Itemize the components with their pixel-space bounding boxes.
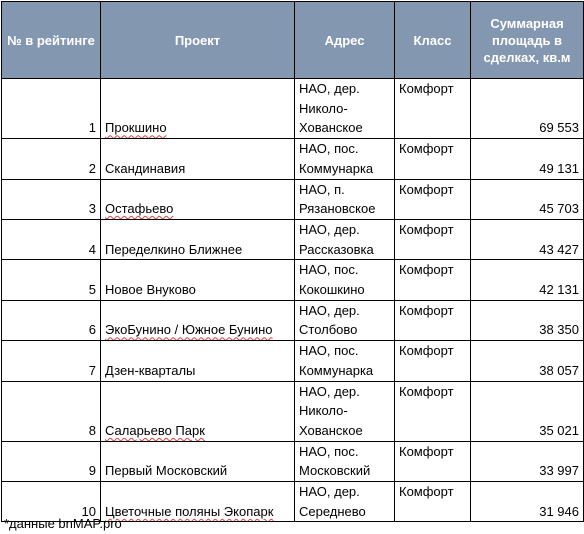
- project-cell: Переделкино Ближнее: [101, 219, 295, 259]
- class-cell: Комфорт: [395, 482, 471, 522]
- project-cell: [101, 381, 295, 441]
- project-cell: [101, 179, 295, 219]
- table-row: [2, 219, 584, 259]
- class-cell: Комфорт: [395, 79, 471, 139]
- header-class: Класс: [395, 2, 471, 79]
- area-cell: 35 021: [471, 381, 584, 441]
- table-row: [2, 260, 584, 300]
- rank-cell: 10: [2, 482, 101, 522]
- class-cell: Комфорт: [395, 260, 471, 300]
- project-cell: [101, 482, 295, 522]
- table-row: [2, 79, 584, 139]
- project-cell: Дзен-кварталы: [101, 341, 295, 381]
- project-name: Остафьево: [105, 201, 174, 217]
- rank-cell: 2: [2, 139, 101, 179]
- project-cell: Новое Внуково: [101, 260, 295, 300]
- header-rank: № в рейтинге: [2, 2, 101, 79]
- rank-cell: 9: [2, 441, 101, 481]
- class-cell: Комфорт: [395, 139, 471, 179]
- table-row: [2, 441, 584, 481]
- header-address: Адрес: [295, 2, 395, 79]
- rank-cell: 7: [2, 341, 101, 381]
- table-row: [2, 139, 584, 179]
- project-name: Цветочные поляны Экопарк: [105, 503, 274, 519]
- area-cell: 69 553: [471, 79, 584, 139]
- project-name: Прокшино: [105, 120, 167, 136]
- class-cell: Комфорт: [395, 300, 471, 340]
- class-cell: Комфорт: [395, 341, 471, 381]
- project-cell: [101, 300, 295, 340]
- area-cell: 49 131: [471, 139, 584, 179]
- table-row: [2, 179, 584, 219]
- address-cell: НАО, пос. Коммунарка: [295, 139, 395, 179]
- area-cell: 43 427: [471, 219, 584, 259]
- address-cell: НАО, дер. Николо-Хованское: [295, 381, 395, 441]
- class-cell: Комфорт: [395, 381, 471, 441]
- rank-cell: 8: [2, 381, 101, 441]
- project-name: ЭкоБунино / Южное Бунино: [105, 322, 273, 338]
- rank-cell: 3: [2, 179, 101, 219]
- address-cell: НАО, пос. Кокошкино: [295, 260, 395, 300]
- header-project: Проект: [101, 2, 295, 79]
- rank-cell: 5: [2, 260, 101, 300]
- rating-table: [1, 1, 584, 522]
- area-cell: 38 350: [471, 300, 584, 340]
- address-cell: НАО, дер. Николо-Хованское: [295, 79, 395, 139]
- project-name: Саларьево Парк: [105, 422, 205, 438]
- area-cell: 45 703: [471, 179, 584, 219]
- address-cell: НАО, дер. Рассказовка: [295, 219, 395, 259]
- address-cell: НАО, п. Рязановское: [295, 179, 395, 219]
- address-cell: НАО, пос. Коммунарка: [295, 341, 395, 381]
- area-cell: 31 946: [471, 482, 584, 522]
- class-cell: Комфорт: [395, 219, 471, 259]
- table-row: [2, 300, 584, 340]
- rank-cell: 6: [2, 300, 101, 340]
- address-cell: НАО, дер. Столбово: [295, 300, 395, 340]
- address-cell: НАО, дер. Середнево: [295, 482, 395, 522]
- area-cell: 42 131: [471, 260, 584, 300]
- source-footnote: *данные bnMAP.pro: [4, 516, 122, 531]
- area-cell: 38 057: [471, 341, 584, 381]
- rank-cell: 1: [2, 79, 101, 139]
- table-header-row: [2, 2, 584, 79]
- table-row: [2, 381, 584, 441]
- header-area: Суммарная площадь в сделках, кв.м: [471, 2, 584, 79]
- project-cell: Скандинавия: [101, 139, 295, 179]
- class-cell: Комфорт: [395, 179, 471, 219]
- address-cell: НАО, пос. Московский: [295, 441, 395, 481]
- table-row: [2, 341, 584, 381]
- area-cell: 33 997: [471, 441, 584, 481]
- project-cell: Первый Московский: [101, 441, 295, 481]
- rank-cell: 4: [2, 219, 101, 259]
- project-cell: [101, 79, 295, 139]
- class-cell: Комфорт: [395, 441, 471, 481]
